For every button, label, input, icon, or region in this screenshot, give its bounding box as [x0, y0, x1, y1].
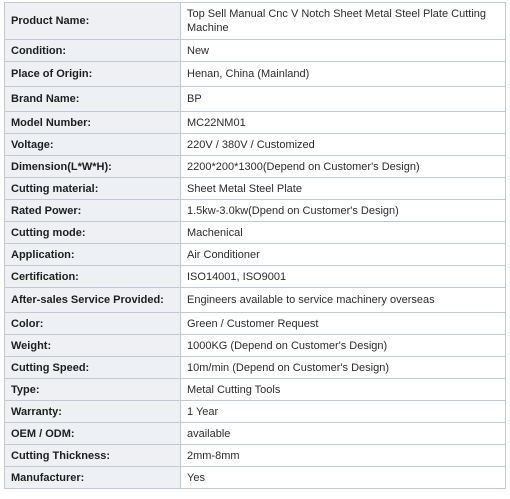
- spec-row-color: [5, 313, 506, 335]
- spec-label: Condition:: [5, 40, 181, 62]
- spec-row-condition: [5, 40, 506, 62]
- spec-row-manufacturer: [5, 467, 506, 489]
- spec-label: Color:: [5, 313, 181, 335]
- spec-row-type: [5, 379, 506, 401]
- product-spec-table: [4, 2, 506, 489]
- spec-label: Warranty:: [5, 401, 181, 423]
- spec-value: Henan, China (Mainland): [181, 62, 506, 87]
- spec-value: 220V / 380V / Customized: [181, 134, 506, 156]
- spec-value: available: [181, 423, 506, 445]
- spec-value: 2mm-8mm: [181, 445, 506, 467]
- spec-value: 2200*200*1300(Depend on Customer's Design): [181, 156, 506, 178]
- spec-label: Product Name:: [5, 3, 181, 40]
- spec-label: Place of Origin:: [5, 62, 181, 87]
- spec-label: Cutting mode:: [5, 222, 181, 244]
- spec-row-brand-name: [5, 87, 506, 112]
- spec-value: Sheet Metal Steel Plate: [181, 178, 506, 200]
- spec-row-product-name: [5, 3, 506, 40]
- spec-label: Voltage:: [5, 134, 181, 156]
- spec-row-cutting-thickness: [5, 445, 506, 467]
- spec-value: 10m/min (Depend on Customer's Design): [181, 357, 506, 379]
- spec-value: BP: [181, 87, 506, 112]
- spec-label: OEM / ODM:: [5, 423, 181, 445]
- spec-label: Type:: [5, 379, 181, 401]
- spec-row-cutting-material: [5, 178, 506, 200]
- spec-label: After-sales Service Provided:: [5, 288, 181, 313]
- spec-label: Cutting material:: [5, 178, 181, 200]
- spec-value: Engineers available to service machinery overseas: [181, 288, 506, 313]
- spec-label: Application:: [5, 244, 181, 266]
- spec-row-cutting-mode: [5, 222, 506, 244]
- spec-label: Cutting Speed:: [5, 357, 181, 379]
- spec-row-after-sales: [5, 288, 506, 313]
- spec-row-voltage: [5, 134, 506, 156]
- spec-row-place-of-origin: [5, 62, 506, 87]
- spec-label: Rated Power:: [5, 200, 181, 222]
- spec-label: Weight:: [5, 335, 181, 357]
- spec-label: Cutting Thickness:: [5, 445, 181, 467]
- spec-value: MC22NM01: [181, 112, 506, 134]
- spec-row-weight: [5, 335, 506, 357]
- spec-value: Metal Cutting Tools: [181, 379, 506, 401]
- spec-value: Air Conditioner: [181, 244, 506, 266]
- spec-value: Top Sell Manual Cnc V Notch Sheet Metal Steel Plate Cutting Machine: [181, 3, 506, 40]
- spec-value: 1 Year: [181, 401, 506, 423]
- spec-value: New: [181, 40, 506, 62]
- spec-row-model-number: [5, 112, 506, 134]
- spec-label: Brand Name:: [5, 87, 181, 112]
- spec-row-cutting-speed: [5, 357, 506, 379]
- spec-label: Dimension(L*W*H):: [5, 156, 181, 178]
- spec-row-application: [5, 244, 506, 266]
- spec-row-warranty: [5, 401, 506, 423]
- spec-row-certification: [5, 266, 506, 288]
- spec-value: ISO14001, ISO9001: [181, 266, 506, 288]
- spec-value: 1000KG (Depend on Customer's Design): [181, 335, 506, 357]
- spec-value: 1.5kw-3.0kw(Dpend on Customer's Design): [181, 200, 506, 222]
- spec-row-dimension: [5, 156, 506, 178]
- spec-value: Machenical: [181, 222, 506, 244]
- spec-label: Manufacturer:: [5, 467, 181, 489]
- spec-row-rated-power: [5, 200, 506, 222]
- spec-value: Yes: [181, 467, 506, 489]
- spec-label: Model Number:: [5, 112, 181, 134]
- spec-value: Green / Customer Request: [181, 313, 506, 335]
- spec-label: Certification:: [5, 266, 181, 288]
- spec-row-oem-odm: [5, 423, 506, 445]
